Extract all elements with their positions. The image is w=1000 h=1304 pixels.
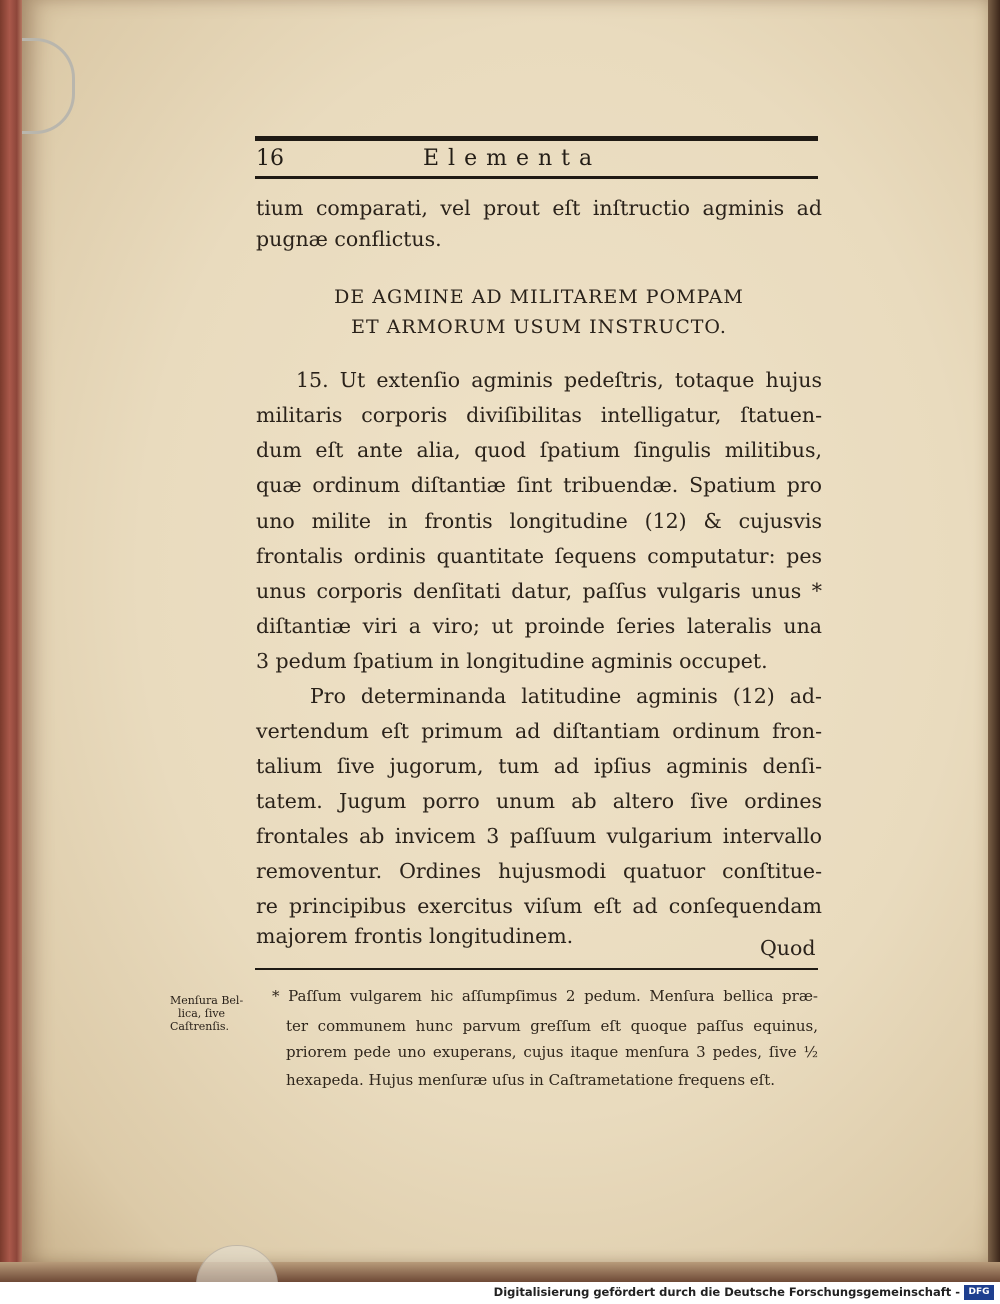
text-line: re principibus exercitus viſum eſt ad conſequendam	[256, 894, 822, 918]
book-bottom-edge	[0, 1262, 1000, 1282]
text-line: diſtantiæ viri a viro; ut proinde ſeries lateralis una	[256, 614, 822, 638]
page-clip-icon	[22, 38, 75, 134]
page-number: 16	[256, 146, 284, 171]
header-rule-bottom	[255, 176, 818, 179]
text-line: removentur. Ordines hujusmodi quatuor conſtitue-	[256, 859, 822, 883]
book-spine-edge	[0, 0, 24, 1282]
text-line: 15. Ut extenſio agminis pedeſtris, totaque hujus	[296, 368, 822, 392]
footnote-line: * Paſſum vulgarem hic aſſumpſimus 2 pedum. Menſura bellica præ-	[272, 987, 818, 1005]
text-line: militaris corporis diviſibilitas intelligatur, ſtatuen-	[256, 403, 822, 427]
text-line: Pro determinanda latitudine agminis (12) ad-	[310, 684, 822, 708]
text-line: tatem. Jugum porro unum ab altero ſive ordines	[256, 789, 822, 813]
header-rule-top	[255, 136, 818, 141]
text-line: dum eſt ante alia, quod ſpatium ſingulis militibus,	[256, 438, 822, 462]
text-line: tium comparati, vel prout eſt inſtructio agminis ad	[256, 196, 822, 220]
footnote-line: priorem pede uno exuperans, cujus itaque menſura 3 pedes, ſive ½	[286, 1043, 818, 1061]
footnote-line: hexapeda. Hujus menſuræ uſus in Caſtrametatione frequens eſt.	[286, 1071, 776, 1089]
catchword: Quod	[760, 936, 816, 960]
text-line: quæ ordinum diſtantiæ ſint tribuendæ. Spatium pro	[256, 473, 822, 497]
text-line: 3 pedum ſpatium in longitudine agminis occupet.	[256, 649, 768, 673]
footnote-rule	[255, 968, 818, 970]
text-line: unus corporis denſitati datur, paſſus vulgaris unus *	[256, 579, 822, 603]
text-line: pugnæ conflictus.	[256, 227, 442, 251]
text-line: majorem frontis longitudinem.	[256, 924, 574, 948]
text-line: frontales ab invicem 3 paſſuum vulgarium intervallo	[256, 824, 822, 848]
text-line: vertendum eſt primum ad diſtantiam ordinum fron-	[256, 719, 822, 743]
margin-note: lica, ſive	[178, 1007, 226, 1020]
text-line: uno milite in frontis longitudine (12) & cujusvis	[256, 509, 822, 533]
dfg-logo-icon: DFG	[964, 1285, 994, 1300]
section-heading: ET ARMORUM USUM INSTRUCTO.	[351, 316, 727, 338]
footnote-line: ter communem hunc parvum greſſum eſt quoque paſſus equinus,	[286, 1017, 818, 1035]
text-line: frontalis ordinis quantitate ſequens computatur: pes	[256, 544, 822, 568]
margin-note: Caſtrenſis.	[170, 1020, 230, 1033]
running-title: Elementa	[423, 146, 602, 171]
margin-note: Menſura Bel-	[170, 994, 244, 1007]
text-line: talium ſive jugorum, tum ad ipſius agminis denſi-	[256, 754, 822, 778]
footer-credit: Digitalisierung gefördert durch die Deutsche Forschungsgemeinschaft -	[493, 1285, 960, 1299]
section-heading: DE AGMINE AD MILITAREM POMPAM	[334, 286, 744, 308]
